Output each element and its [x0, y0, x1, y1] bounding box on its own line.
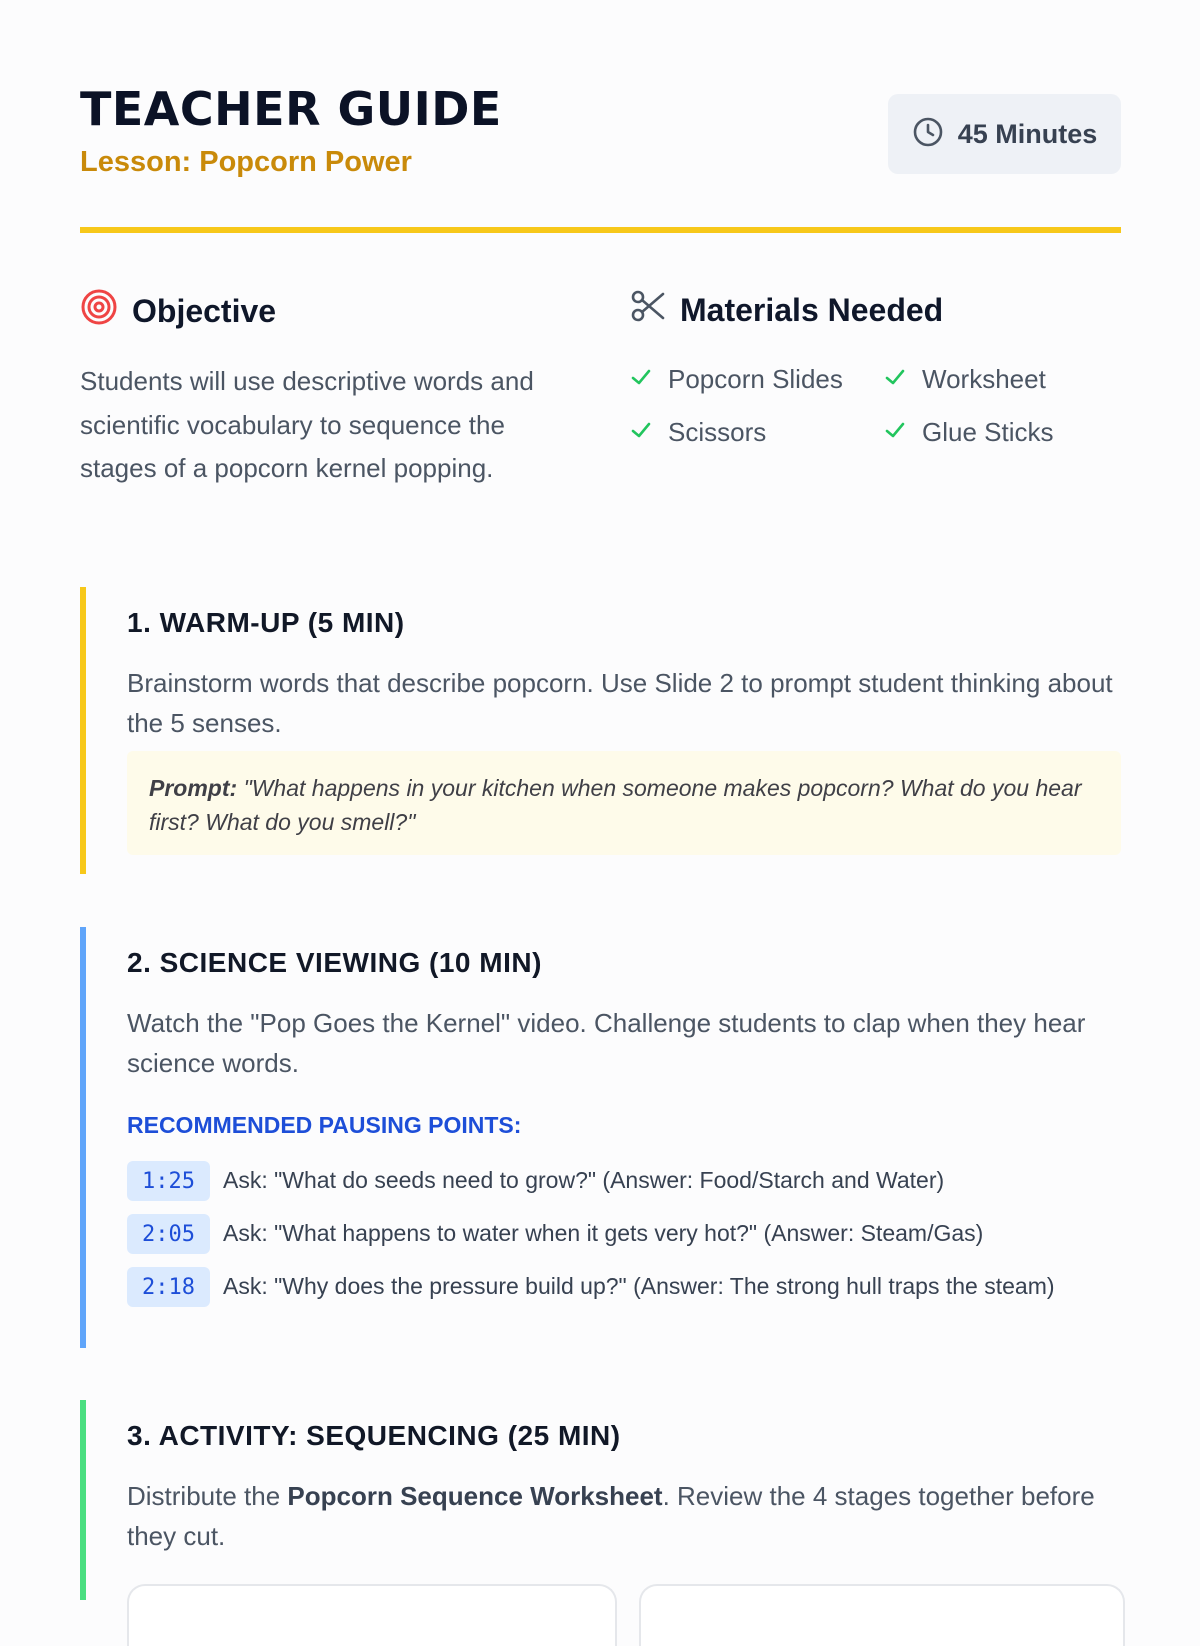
scissors-icon [630, 288, 666, 332]
step-activity [80, 1400, 1121, 1600]
duration-badge [888, 94, 1121, 174]
clock-icon [912, 116, 944, 153]
check-icon [630, 364, 652, 395]
stage-card [639, 1584, 1125, 1646]
step-title: 1. WARM-UP (5 MIN) [127, 607, 405, 638]
material-item [630, 364, 843, 395]
step-description: Watch the "Pop Goes the Kernel" video. Challenge students to clap when they hear science words. [127, 1008, 1086, 1078]
pausing-point-text: Ask: "Why does the pressure build up?" (Answer: The strong hull traps the steam) [223, 1273, 1055, 1299]
pausing-point [127, 1161, 1121, 1201]
prompt-label: Prompt: [149, 775, 238, 801]
prompt-text: "What happens in your kitchen when someone makes popcorn? What do you hear first? What do you smell?" [149, 775, 1082, 835]
pausing-points-heading: RECOMMENDED PAUSING POINTS: [127, 1112, 522, 1138]
worksheet-name: Popcorn Sequence Worksheet [287, 1481, 663, 1511]
objective-heading [80, 288, 276, 334]
material-label: Glue Sticks [922, 417, 1054, 447]
pausing-point-text: Ask: "What do seeds need to grow?" (Answer: Food/Starch and Water) [223, 1167, 945, 1193]
page-title: TEACHER GUIDE [80, 82, 502, 136]
objective-heading-label: Objective [132, 292, 277, 329]
materials-heading-label: Materials Needed [680, 291, 944, 328]
lesson-subtitle: Lesson: Popcorn Power [80, 146, 412, 178]
step-accent-bar [80, 1400, 86, 1600]
timestamp-badge: 2:05 [127, 1214, 210, 1254]
material-item [884, 417, 1054, 448]
material-label: Scissors [668, 417, 767, 447]
step-viewing [80, 927, 1121, 1348]
activity-desc-end: . Review the 4 stages together before they cut. [127, 1481, 1095, 1551]
check-icon [884, 364, 906, 395]
target-icon [80, 288, 118, 334]
pausing-point [127, 1267, 1121, 1341]
step-description [127, 1476, 1127, 1556]
stage-card [127, 1584, 617, 1646]
step-description: Brainstorm words that describe popcorn. Use Slide 2 to prompt student thinking about the 5 senses. [127, 668, 1113, 738]
duration-label: 45 Minutes [957, 118, 1098, 149]
check-icon [884, 417, 906, 448]
activity-desc-start: Distribute the [127, 1481, 288, 1511]
materials-heading [630, 288, 943, 332]
step-warmup [80, 587, 1121, 874]
header-divider [80, 227, 1121, 233]
timestamp-badge: 1:25 [127, 1161, 210, 1201]
material-label: Popcorn Slides [668, 364, 843, 394]
timestamp-badge: 2:18 [127, 1267, 210, 1307]
step-title: 2. SCIENCE VIEWING (10 MIN) [127, 947, 542, 978]
check-icon [630, 417, 652, 448]
material-item [884, 364, 1046, 395]
pausing-point [127, 1214, 1121, 1254]
step-title: 3. ACTIVITY: SEQUENCING (25 MIN) [127, 1420, 621, 1451]
material-label: Worksheet [922, 364, 1046, 394]
step-accent-bar [80, 587, 86, 874]
pausing-point-text: Ask: "What happens to water when it gets very hot?" (Answer: Steam/Gas) [223, 1220, 984, 1246]
material-item [630, 417, 766, 448]
step-accent-bar [80, 927, 86, 1348]
objective-text: Students will use descriptive words and scientific vocabulary to sequence the stages of a popcorn kernel popping. [80, 366, 534, 483]
prompt-box [127, 751, 1121, 855]
